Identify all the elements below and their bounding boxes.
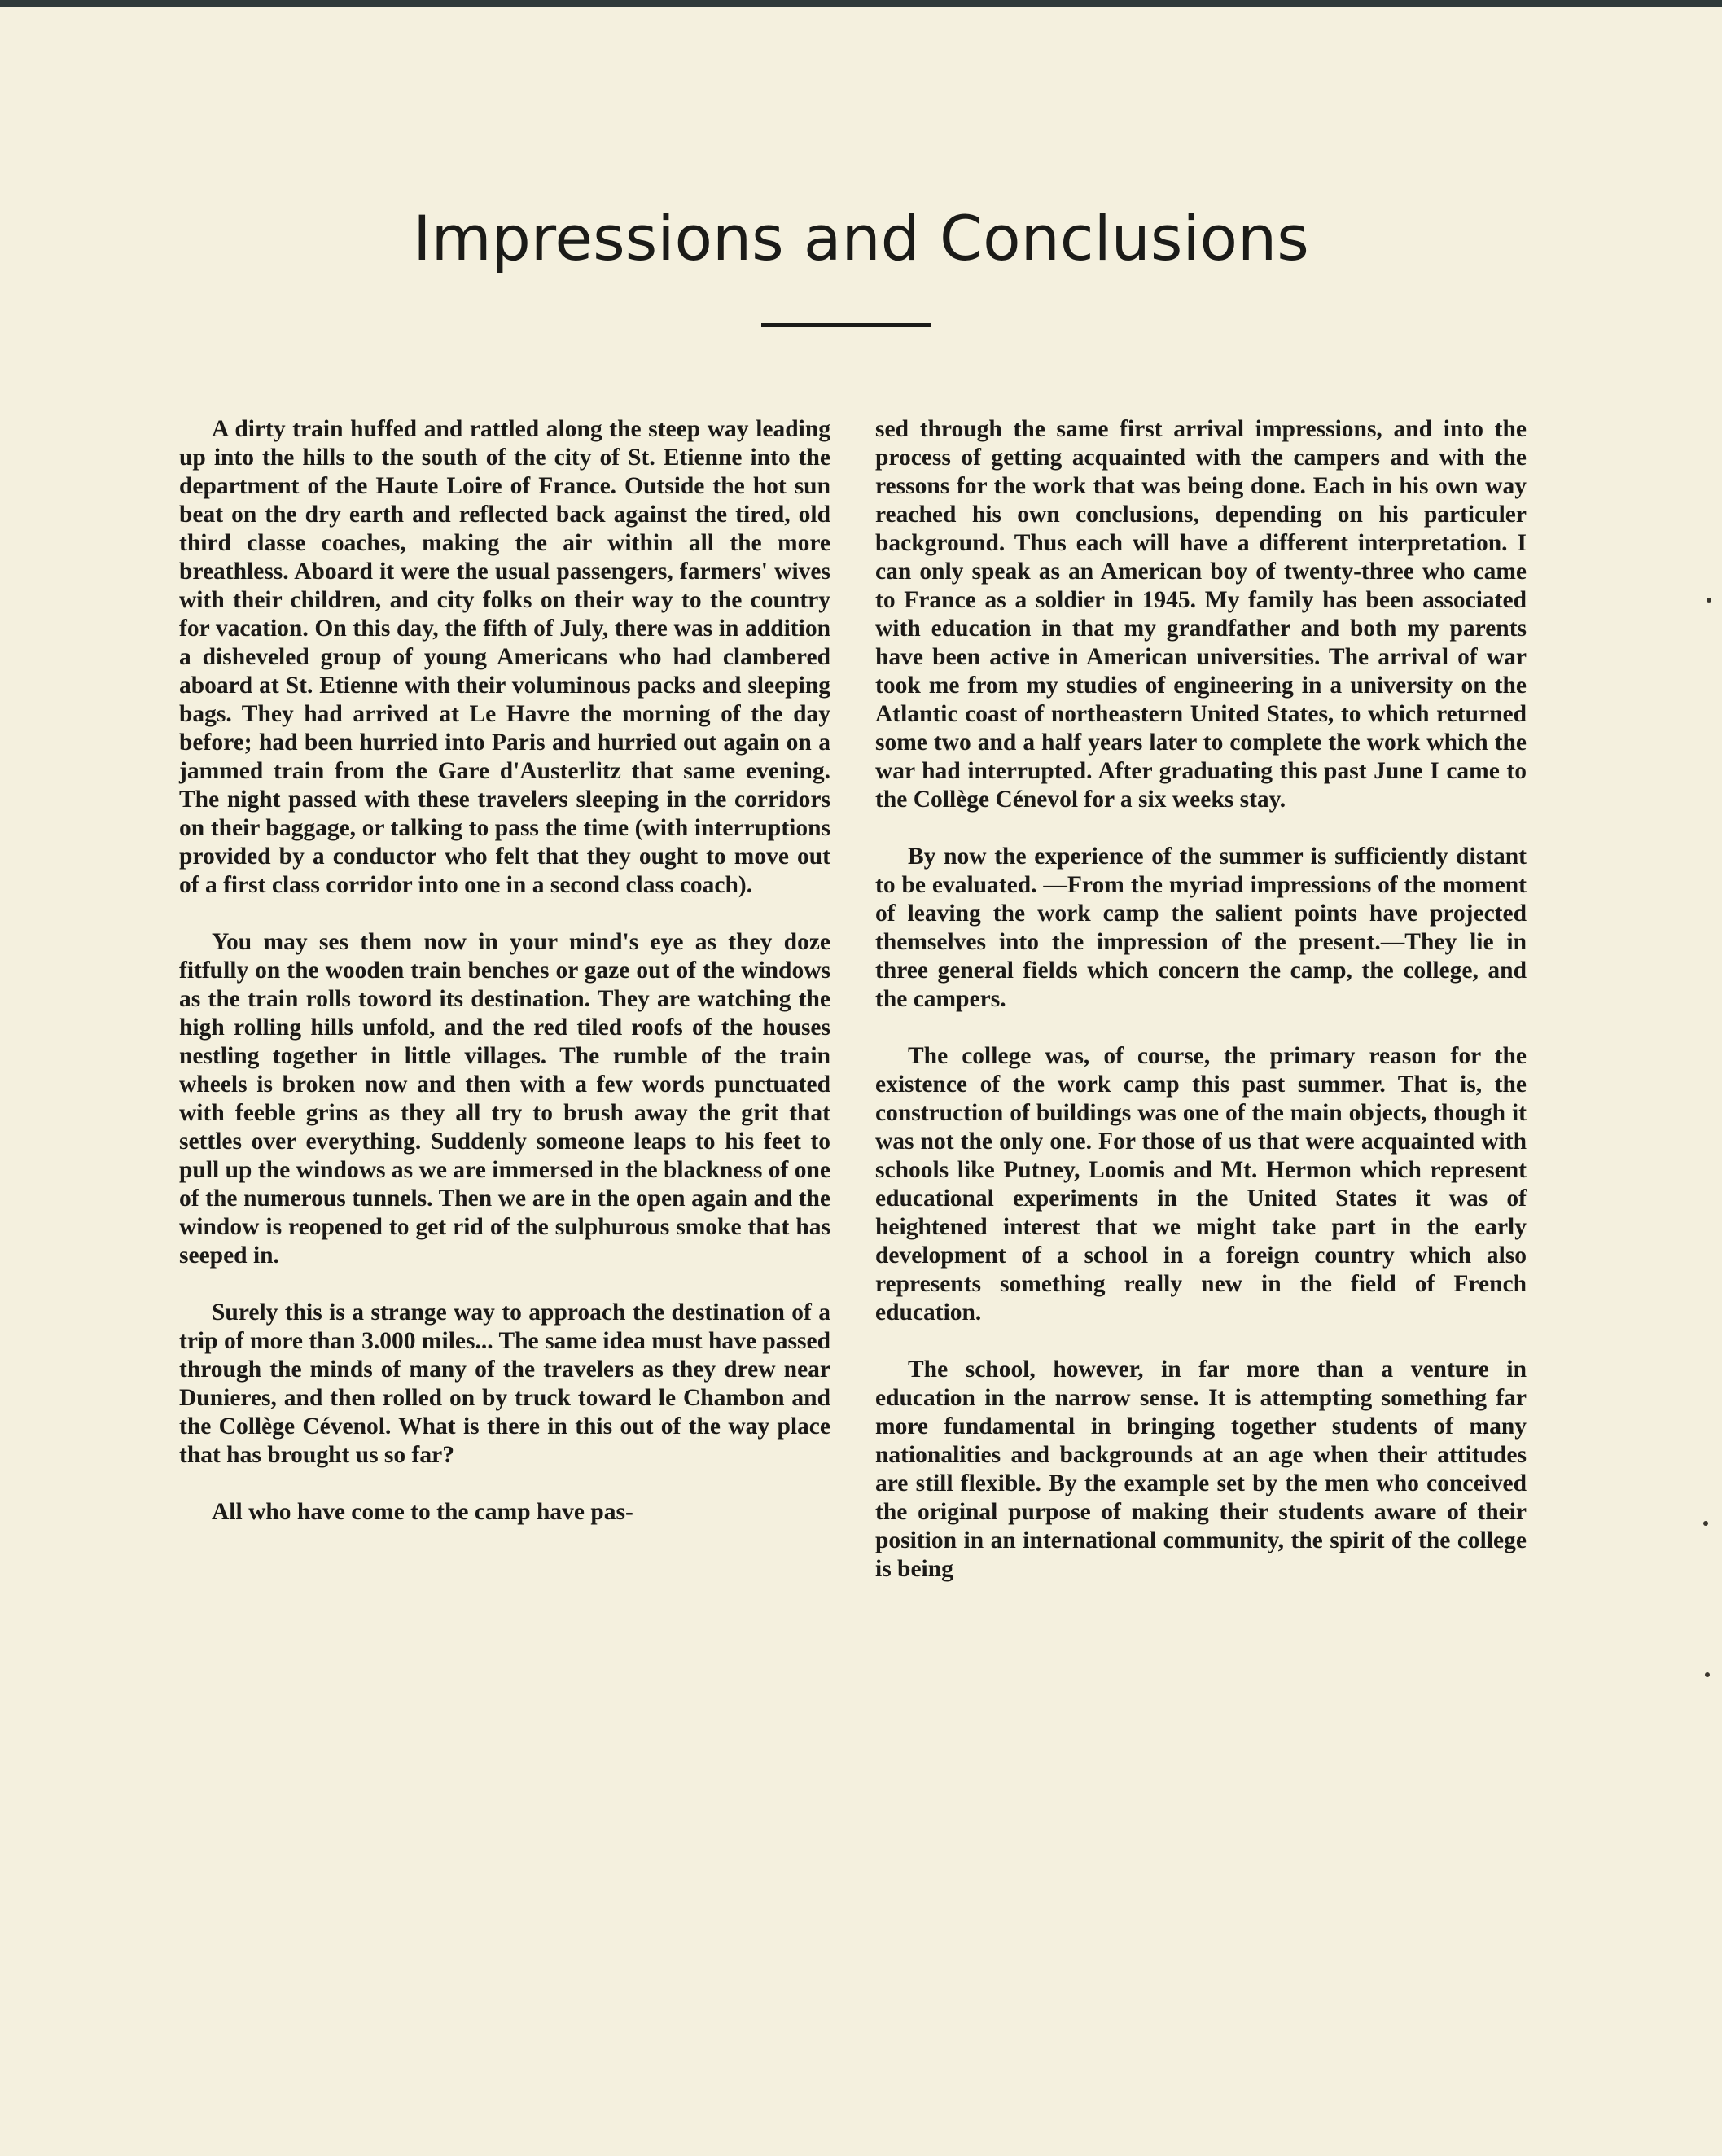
paragraph: All who have come to the camp have pas- [212, 1499, 633, 1525]
paragraph: By now the experience of the summer is sufficiently distant to be evaluated. —From the myriad impressions of the moment of leaving the work camp the salient points have projected themselves into the impression of the present.—They lie in three general fields which concern the camp, the college, and the campers. [875, 844, 1527, 1012]
paragraph: Surely this is a strange way to approach the destination of a trip of more than 3.000 miles... The same idea must have passed through the minds of many of the travelers as they drew near Dunieres, and then rolled on by truck toward le Chambon and the Collège Cévenol. What is there in this out of the way place that has brought us so far? [179, 1299, 830, 1468]
top-border-rule [0, 0, 1722, 7]
paper-speck [1707, 598, 1711, 603]
page-title: Impressions and Conclusions [413, 202, 1309, 274]
paper-speck [1705, 1672, 1710, 1677]
right-column [875, 415, 1527, 1584]
paragraph: The school, however, in far more than a venture in education in the narrow sense. It is attempting something far more fundamental in bringing together students of many nationalities and backgrounds at an age when their attitudes are still flexible. By the example set by the men who conceived the original purpose of making their students aware of their position in an international community, the spirit of the college is being [875, 1356, 1527, 1582]
title-underline-rule [761, 323, 931, 327]
paragraph: sed through the same first arrival impressions, and into the process of getting acquainted with the campers and with the ressons for the work that was being done. Each in his own way reached his own conclusions, depending on his particuler background. Thus each will have a different interpretation. I can only speak as an American boy of twenty-three who came to France as a soldier in 1945. My family has been associated with education in that my grandfather and both my parents have been active in American universities. The arrival of war took me from my studies of engineering in a university on the Atlantic coast of northeastern United States, to which returned some two and a half years later to complete the work which the war had interrupted. After graduating this past June I came to the Collège Cénevol for a six weeks stay. [875, 416, 1527, 813]
left-column [179, 415, 830, 1527]
paragraph: The college was, of course, the primary reason for the existence of the work camp this past summer. That is, the construction of buildings was one of the main objects, though it was not the only one. For those of us that were acquainted with schools like Putney, Loomis and Mt. Hermon which represent educational experiments in the United States it was of heightened interest that we might take part in the early development of a school in a foreign country which also represents something really new in the field of French education. [875, 1043, 1527, 1326]
paragraph: A dirty train huffed and rattled along the steep way leading up into the hills to the south of the city of St. Etienne into the department of the Haute Loire of France. Outside the hot sun beat on the dry earth and reflected back against the tired, old third classe coaches, making the air within all the more breathless. Aboard it were the usual passengers, farmers' wives with their children, and city folks on their way to the country for vacation. On this day, the fifth of July, there was in addition a disheveled group of young Americans who had clambered aboard at St. Etienne with their voluminous packs and sleeping bags. They had arrived at Le Havre the morning of the day before; had been hurried into Paris and hurried out again on a jammed train from the Gare d'Austerlitz that same evening. The night passed with these travelers sleeping in the corridors on their baggage, or talking to pass the time (with interruptions provided by a conductor who felt that they ought to move out of a first class corridor into one in a second class coach). [179, 416, 830, 898]
paper-speck [1703, 1521, 1708, 1526]
paragraph: You may ses them now in your mind's eye as they doze fitfully on the wooden train benches or gaze out of the windows as the train rolls toword its destination. They are watching the high rolling hills unfold, and the red tiled roofs of the houses nestling together in little villages. The rumble of the train wheels is broken now and then with a few words punctuated with feeble grins as they all try to brush away the grit that settles over everything. Suddenly someone leaps to his feet to pull up the windows as we are immersed in the blackness of one of the numerous tunnels. Then we are in the open again and the window is reopened to get rid of the sulphurous smoke that has seeped in. [179, 929, 830, 1269]
